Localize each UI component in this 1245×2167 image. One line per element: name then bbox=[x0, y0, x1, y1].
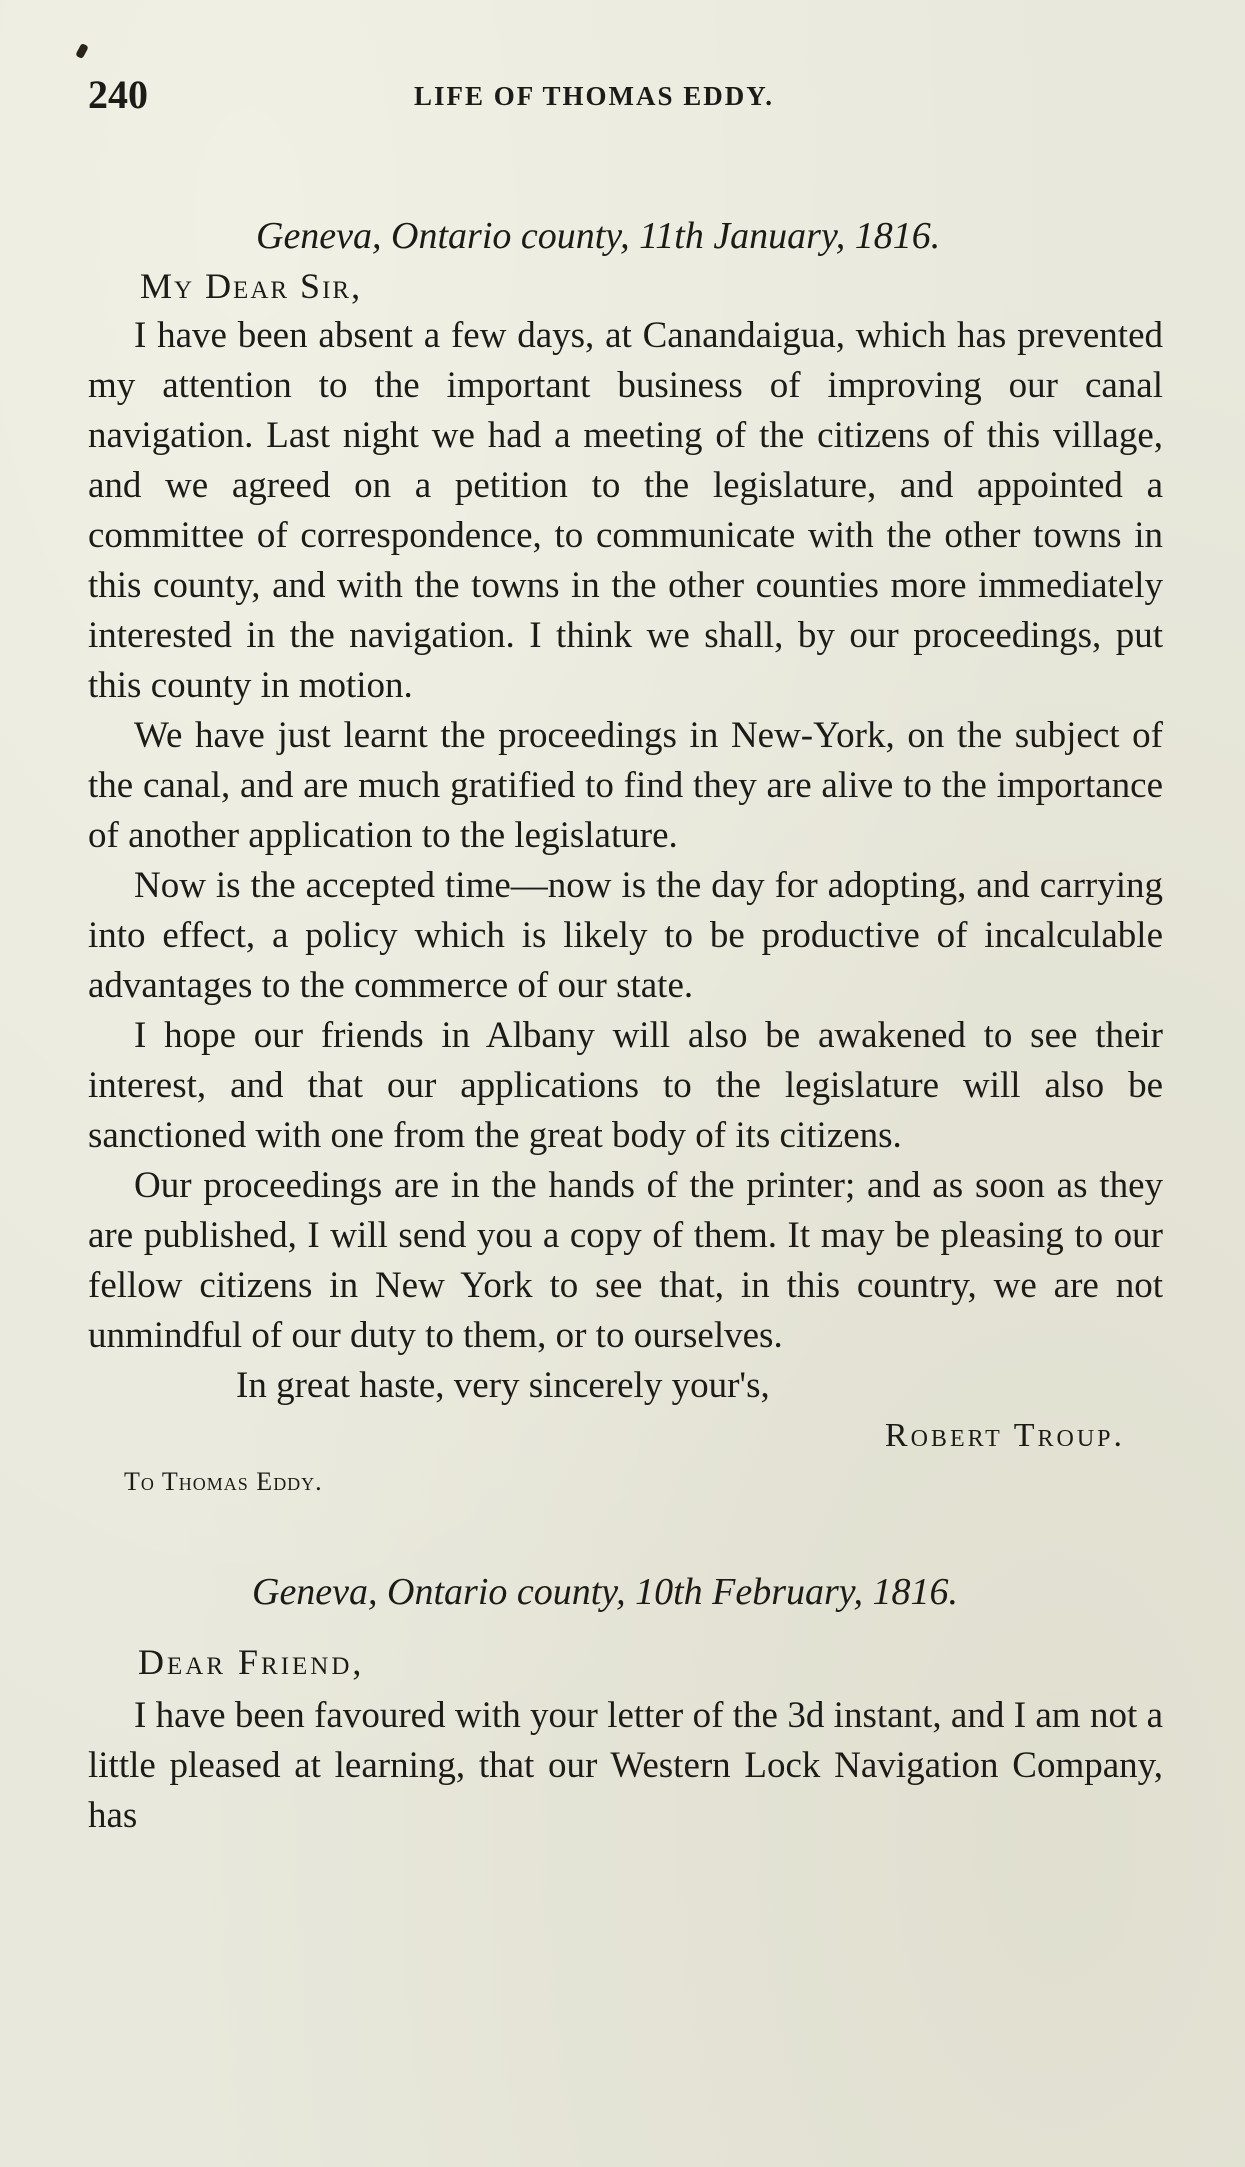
page-header bbox=[88, 65, 1163, 119]
letter-1-closing: In great haste, very sincerely your's, bbox=[236, 1365, 770, 1406]
page-number: 240 bbox=[88, 72, 148, 117]
text-block bbox=[88, 65, 1163, 1841]
letter-2-paragraph: I have been favoured with your letter of the 3d instant, and I am not a little pleased at learning, that our Western Lock Navigation Company, has bbox=[88, 1695, 1163, 1836]
letter-1-signature: Robert Troup. bbox=[884, 1417, 1125, 1454]
letter-1-paragraph: We have just learnt the proceedings in New-York, on the subject of the canal, and are much gratified to find they are alive to the importance of another application to the legislature. bbox=[88, 715, 1163, 856]
letter-1-salutation: My Dear Sir, bbox=[140, 266, 363, 306]
letter-1-addressee: To Thomas Eddy. bbox=[124, 1467, 323, 1496]
running-title: LIFE OF THOMAS EDDY. bbox=[414, 81, 775, 111]
letter-1-paragraph: I have been absent a few days, at Canandaigua, which has prevented my attention to the important business of improving our canal navigation. Last night we had a meeting of the citizens of this village, and we agreed on a petition to the legislature, and appointed a committee of correspondence, to communicate with the other towns in this county, and with the towns in the other counties more immediately interested in the navigation. I think we shall, by our proceedings, put this county in motion. bbox=[88, 315, 1163, 706]
ink-mark bbox=[75, 43, 89, 59]
letter-2-dateline: Geneva, Ontario county, 10th February, 1816. bbox=[252, 1571, 959, 1613]
letter-1-dateline: Geneva, Ontario county, 11th January, 1816. bbox=[256, 215, 941, 257]
letter-1-paragraph: I hope our friends in Albany will also be awakened to see their interest, and that our applications to the legislature will also be sanctioned with one from the great body of its citizens. bbox=[88, 1015, 1163, 1156]
letter-1-paragraph: Our proceedings are in the hands of the printer; and as soon as they are published, I will send you a copy of them. It may be pleasing to our fellow citizens in New York to see that, in this country, we are not unmindful of our duty to them, or to ourselves. bbox=[88, 1165, 1163, 1356]
letter-1 bbox=[88, 211, 1163, 1503]
letter-2-salutation: Dear Friend, bbox=[138, 1642, 365, 1682]
letter-separator bbox=[88, 1503, 1163, 1567]
letter-1-paragraph: Now is the accepted time—now is the day for adopting, and carrying into effect, a policy which is likely to be productive of incalculable advantages to the commerce of our state. bbox=[88, 865, 1163, 1006]
letter-2 bbox=[88, 1567, 1163, 1841]
